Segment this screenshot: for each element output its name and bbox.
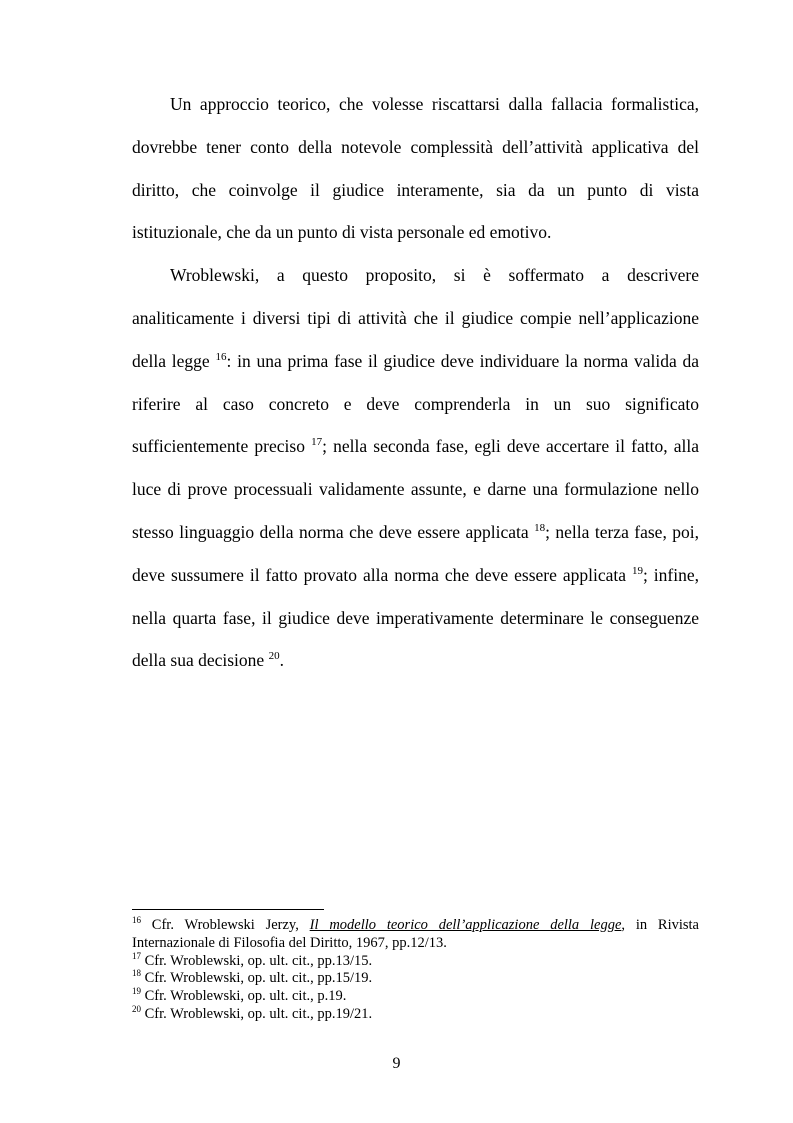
footnote-text: Cfr. Wroblewski, op. ult. cit., p.19. xyxy=(141,988,347,1005)
footnote-number: 16 xyxy=(132,915,141,926)
footnote-16 xyxy=(132,917,699,953)
footnote-20 xyxy=(132,1006,699,1024)
footnote-ref-20[interactable]: 20 xyxy=(268,650,280,663)
paragraph-text: ; nella seconda fase, egli deve accertare il fatto, alla luce di prove processuali validamente assunte, e darne una formulazione nello stesso linguaggio della norma che deve essere applicata xyxy=(132,436,699,542)
paragraph-text: Wroblewski, a questo proposito, si è soffermato a descrivere analiticamente i diversi tipi di attività che il giudice compie nell’applicazione della legge xyxy=(132,265,699,371)
footnote-ref-18[interactable]: 18 xyxy=(534,522,546,535)
footnote-ref-16[interactable]: 16 xyxy=(215,350,227,363)
paragraph xyxy=(132,83,699,254)
footnote-ref-19[interactable]: 19 xyxy=(631,564,643,577)
paragraph-text: ; nella terza fase, poi, deve sussumere il fatto provato alla norma che deve essere applicata xyxy=(132,521,700,585)
paragraph-text: . xyxy=(279,650,284,671)
footnote-ref-17[interactable]: 17 xyxy=(311,436,323,449)
footnote-text: Cfr. Wroblewski, op. ult. cit., pp.19/21. xyxy=(141,1005,373,1022)
paragraph-text: Un approccio teorico, che volesse riscattarsi dalla fallacia formalistica, dovrebbe tener conto della notevole complessità dell’attività applicativa del diritto, che coinvolge il giudice interamente, sia da un punto di vista istituzionale, che da un punto di vista personale ed emotivo. xyxy=(132,94,699,243)
footnote-separator xyxy=(132,909,324,910)
footnote-19 xyxy=(132,988,699,1006)
paragraph-text: ; infine, nella quarta fase, il giudice deve imperativamente determinare le conseguenze della sua decisione xyxy=(132,564,699,671)
page-number: 9 xyxy=(392,1055,401,1072)
paragraph xyxy=(132,254,699,682)
footnote-text: Cfr. Wroblewski, op. ult. cit., pp.15/19. xyxy=(141,970,373,987)
paragraph-text: : in una prima fase il giudice deve individuare la norma valida da riferire al caso concreto e deve comprenderla in un suo significato sufficientemente preciso xyxy=(132,350,700,457)
footnote-text: Cfr. Wroblewski Jerzy, xyxy=(141,917,310,933)
footnote-17 xyxy=(132,950,699,971)
footnote-number: 19 xyxy=(132,986,141,997)
footnote-text: Cfr. Wroblewski, op. ult. cit., pp.13/15. xyxy=(141,952,373,969)
footnote-number: 18 xyxy=(132,968,141,979)
footnotes xyxy=(132,917,699,1024)
footnote-text: , in Rivista Internazionale di Filosofia del Diritto, 1967, pp.12/13. xyxy=(132,917,699,951)
footnote-cited-title[interactable]: Il modello teorico dell’applicazione della legge xyxy=(309,917,622,933)
footnote-number: 20 xyxy=(132,1004,141,1015)
footnote-number: 17 xyxy=(132,950,141,961)
body-text xyxy=(132,83,699,682)
footnote-18 xyxy=(132,970,699,988)
